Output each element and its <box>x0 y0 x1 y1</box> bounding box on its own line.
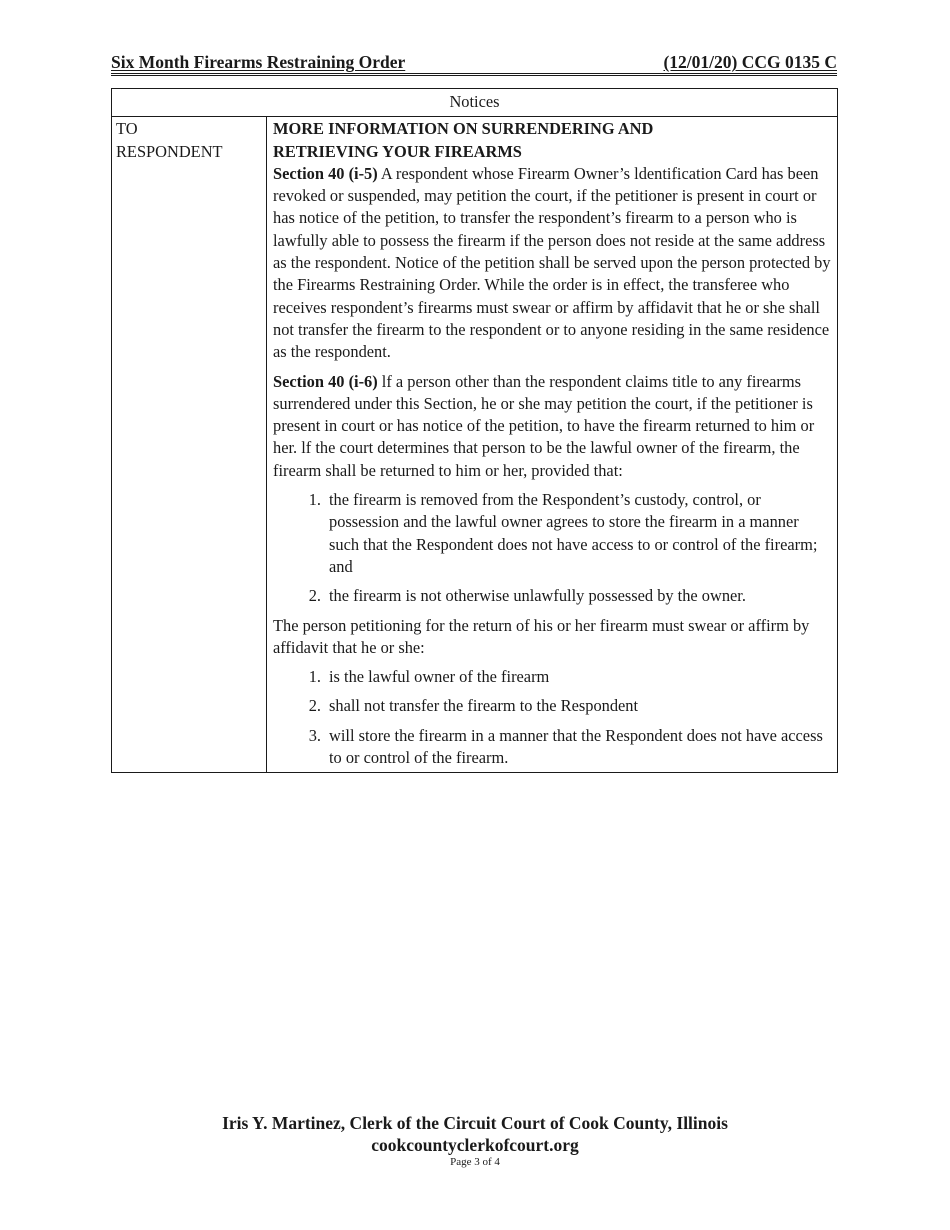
form-code: (12/01/20) CCG 0135 C <box>663 52 837 72</box>
list-text: the firearm is not otherwise unlawfully possessed by the owner. <box>329 586 746 606</box>
clerk-name: Iris Y. Martinez, Clerk of the Circuit Court of Cook County, Illinois <box>222 1113 728 1133</box>
list-item <box>273 585 831 607</box>
list-number: 2. <box>308 586 321 606</box>
list-text: the firearm is removed from the Respondent’s custody, control, or possession and the lawful owner agrees to store the firearm in a manner such that the Respondent does not have access to or control of the firearm; and <box>329 490 818 576</box>
page-number: Page 3 of 4 <box>450 1156 500 1168</box>
notice-heading-line2: RETRIEVING YOUR FIREARMS <box>273 141 522 161</box>
notice-content <box>267 117 838 773</box>
affidavit-intro: The person petitioning for the return of his or her firearm must swear or affirm by affidavit that he or she: <box>273 615 810 657</box>
affirmations-list <box>273 666 831 769</box>
list-text: shall not transfer the firearm to the Respondent <box>329 696 639 716</box>
section-i6-paragraph <box>273 371 831 482</box>
notices-table <box>111 88 838 773</box>
list-item <box>273 725 831 770</box>
form-title: Six Month Firearms Restraining Order <box>111 52 406 72</box>
recipient-label <box>112 117 267 773</box>
list-item <box>273 666 831 688</box>
notices-caption: Notices <box>112 89 838 117</box>
section-i5-paragraph <box>273 163 831 364</box>
section-i6-label: Section 40 (i-6) <box>273 371 378 391</box>
section-i5-text: A respondent whose Firearm Owner’s ldentification Card has been revoked or suspended, may petition the court, if the petitioner is present in court or has notice of the petition, to transfer the respondent’s firearm to a person who is lawfully able to possess the firearm if the person does not reside at the same address as the respondent. Notice of the petition shall be served upon the person protected by the Firearms Restraining Order. While the order is in effect, the transferee who receives respondent’s firearms must swear or affirm by affidavit that he or she shall not transfer the firearm to the respondent or to anyone residing in the same residence as the respondent. <box>273 163 831 362</box>
notice-heading-line1: MORE INFORMATION ON SURRENDERING AND <box>273 119 654 139</box>
website-text: cookcountyclerkofcourt.org <box>371 1135 579 1155</box>
list-text: will store the firearm in a manner that the Respondent does not have access to or control of the firearm. <box>329 725 823 768</box>
section-i5-label: Section 40 (i-5) <box>273 163 378 183</box>
list-number: 1. <box>308 490 321 510</box>
page-header <box>111 52 837 76</box>
list-text: is the lawful owner of the firearm <box>329 667 550 687</box>
list-item <box>273 489 831 578</box>
conditions-list <box>273 489 831 607</box>
recipient-label-line2: RESPONDENT <box>116 141 223 161</box>
list-number: 2. <box>308 696 321 716</box>
list-item <box>273 695 831 717</box>
list-number: 1. <box>308 667 321 687</box>
list-number: 3. <box>308 725 321 745</box>
recipient-label-line1: TO <box>116 119 138 139</box>
page-footer <box>0 1112 950 1168</box>
section-i6-text: lf a person other than the respondent claims title to any firearms surrendered under this Section, he or she may petition the court, if the petitioner is present in court or has notice of the petition, to have the firearm returned to him or her. lf the court determines that person to be the lawful owner of the firearm, the firearm shall be returned to him or her, provided that: <box>273 371 815 480</box>
